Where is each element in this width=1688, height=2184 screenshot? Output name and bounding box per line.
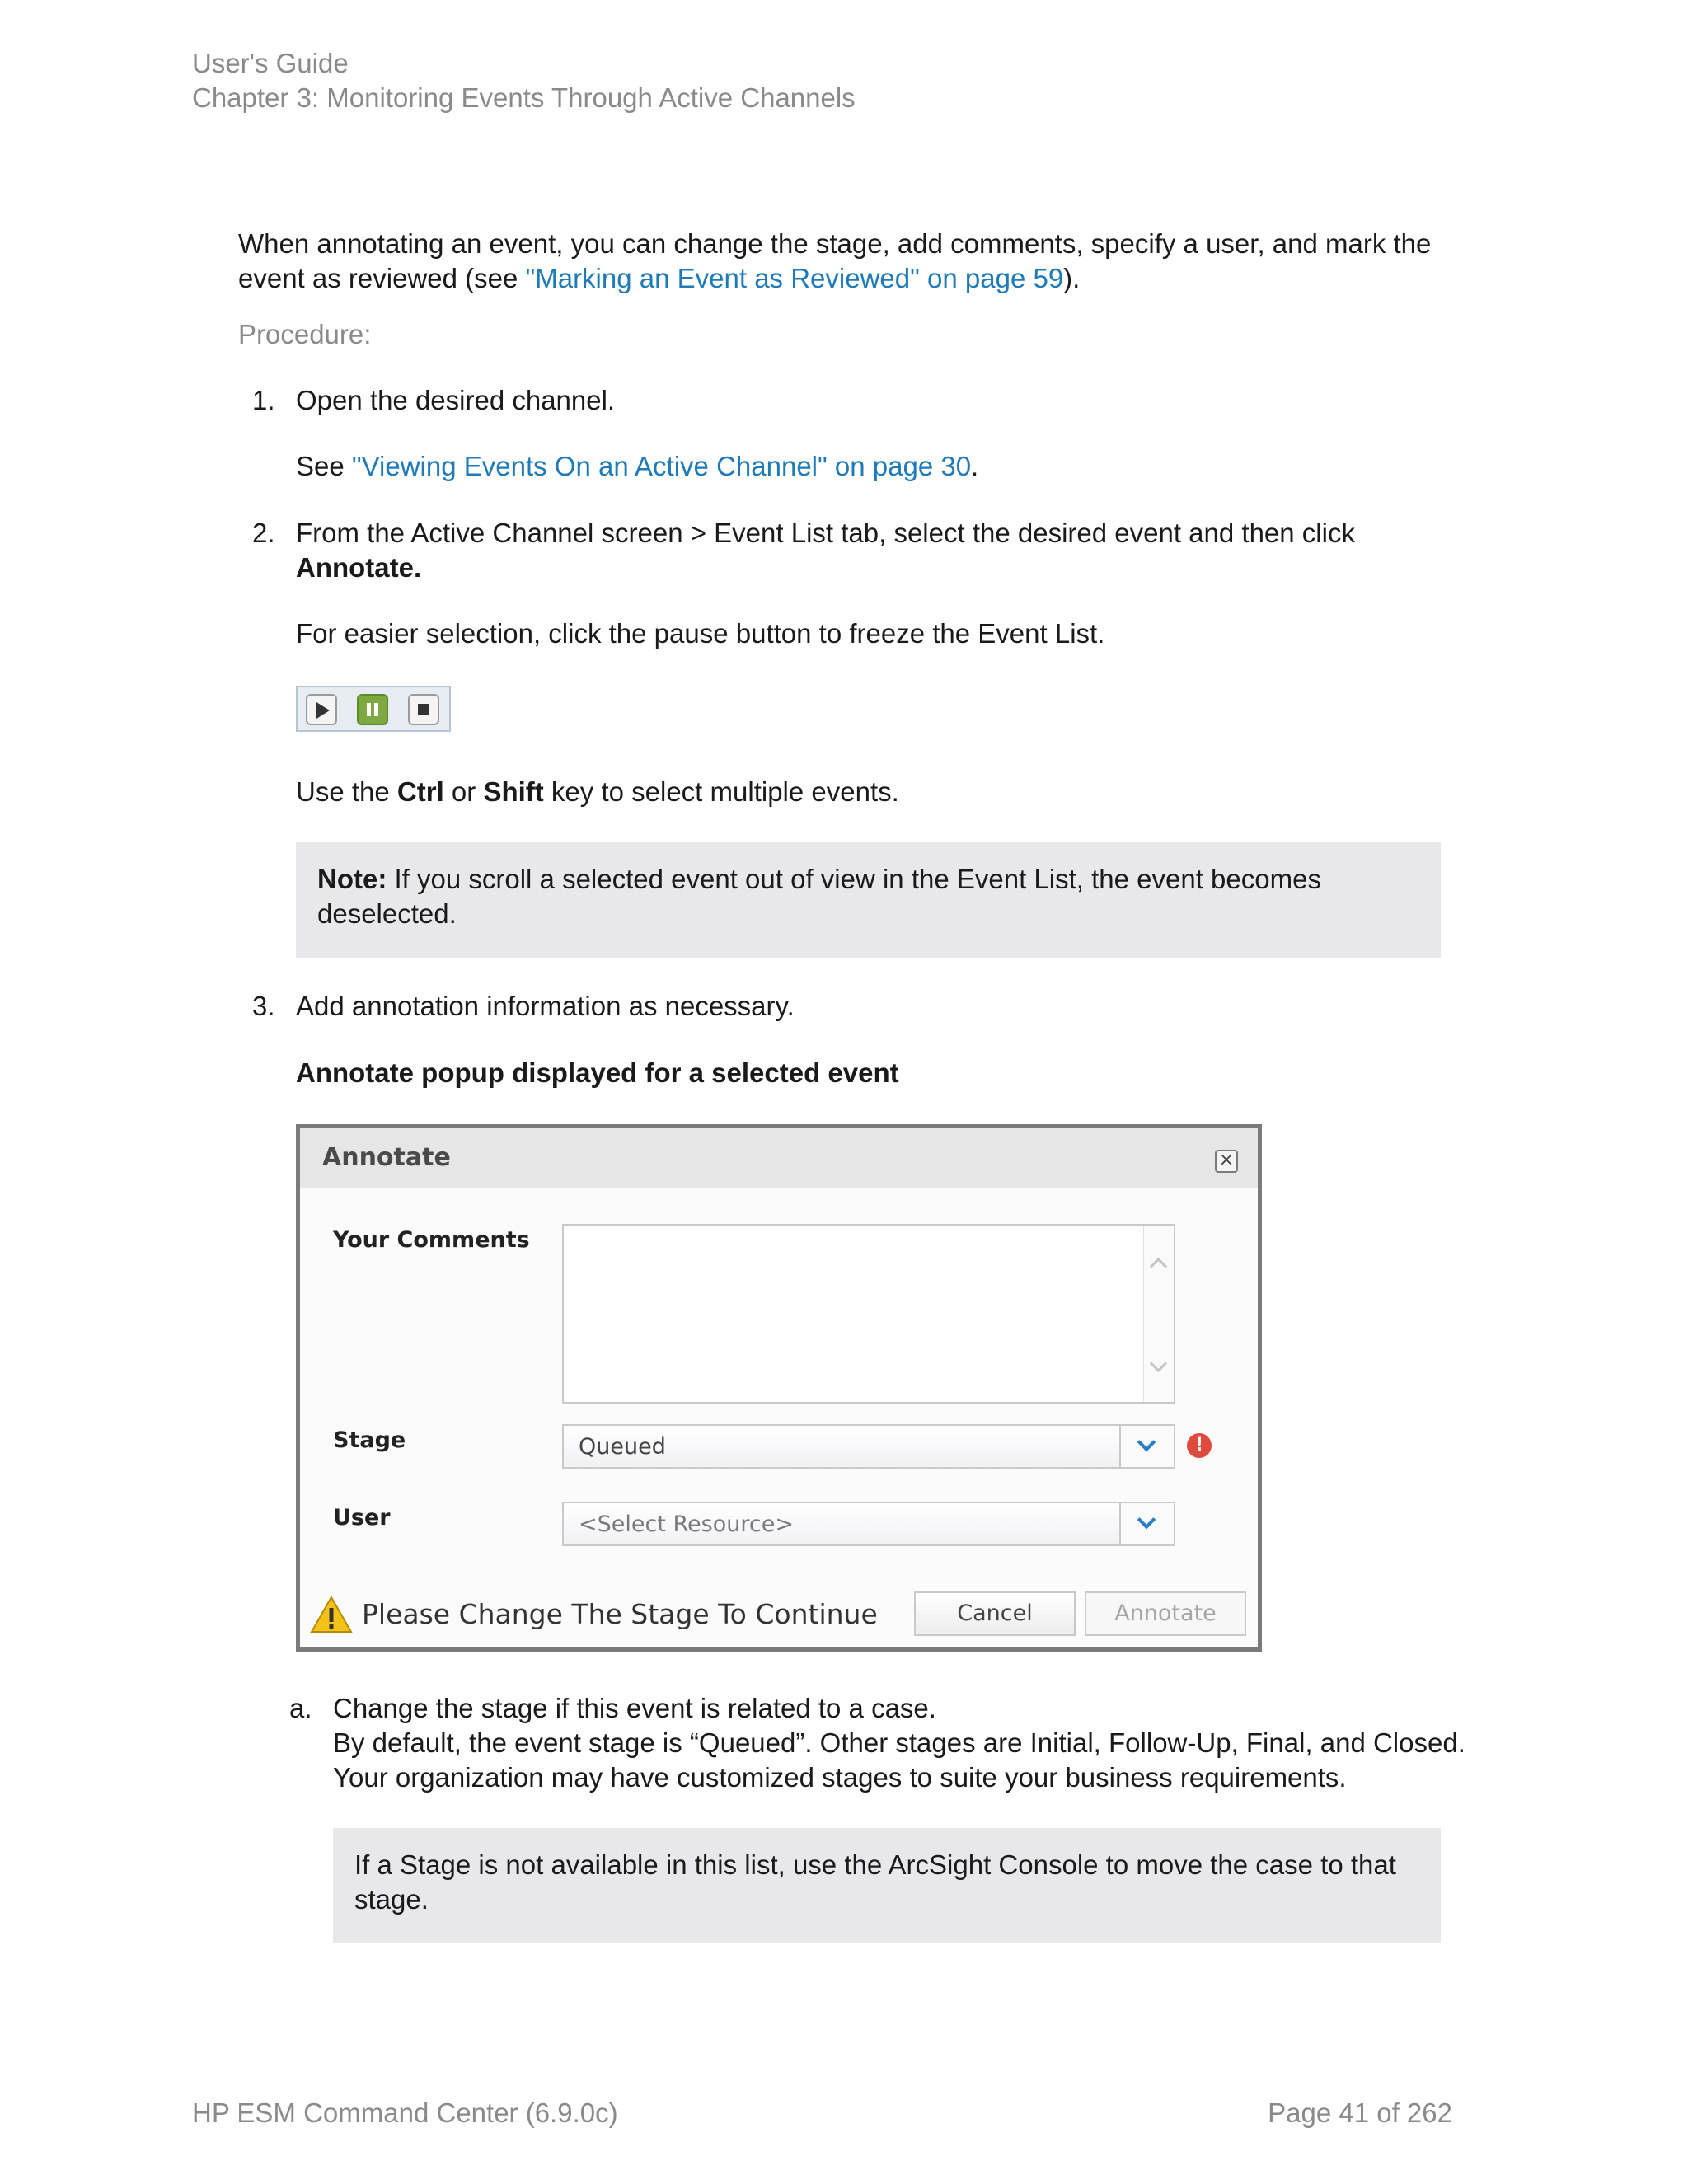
step-1-text: Open the desired channel. [296, 385, 616, 415]
user-label: User [333, 1505, 391, 1530]
close-icon[interactable]: × [1215, 1150, 1238, 1173]
key-shift: Shift [483, 776, 544, 807]
stage-note-box: If a Stage is not available in this list, use the ArcSight Console to move the case to that stage. [333, 1828, 1441, 1943]
annotate-dialog [296, 1124, 1262, 1652]
see-suffix: . [971, 451, 979, 481]
cancel-button[interactable]: Cancel [914, 1591, 1076, 1636]
note-box: Note: If you scroll a selected event out of view in the Event List, the event becomes deselected. [296, 842, 1441, 958]
step-2-number: 2. [252, 518, 275, 548]
step-2-line-1: From the Active Channel screen > Event List tab, select the desired event and then click [296, 518, 1355, 548]
running-header-guide: User's Guide [192, 48, 349, 78]
intro-prefix: event as reviewed (see [238, 263, 526, 293]
see-prefix: See [296, 451, 352, 481]
chevron-down-icon [1137, 1433, 1156, 1452]
link-viewing-events[interactable]: "Viewing Events On an Active Channel" on page 30 [351, 451, 972, 481]
link-marking-event-reviewed[interactable]: "Marking an Event as Reviewed" on page 59 [525, 263, 1064, 293]
stage-label: Stage [333, 1427, 406, 1453]
play-button[interactable] [306, 694, 337, 725]
user-dropdown-button[interactable] [1119, 1503, 1174, 1544]
stage-dropdown-button[interactable] [1119, 1426, 1174, 1467]
running-header-chapter: Chapter 3: Monitoring Events Through Active Channels [192, 82, 856, 113]
stage-select[interactable] [562, 1424, 1175, 1469]
warning-icon [310, 1595, 353, 1634]
stop-icon [418, 704, 429, 715]
intro-line-2 [238, 261, 1080, 296]
dialog-title: Annotate [322, 1143, 451, 1172]
scroll-up-icon[interactable] [1150, 1258, 1167, 1275]
play-icon [316, 702, 330, 719]
scroll-down-icon[interactable] [1150, 1355, 1167, 1372]
step-1-number: 1. [252, 385, 275, 415]
substep-line-1: Change the stage if this event is related to a case. [333, 1693, 936, 1723]
figure-caption: Annotate popup displayed for a selected event [296, 1057, 899, 1088]
step-3-number: 3. [252, 991, 275, 1021]
footer-page-number: Page 41 of 262 [1268, 2097, 1452, 2128]
step-1-see [296, 449, 978, 484]
pause-button[interactable] [357, 694, 388, 725]
step-2-hint: For easier selection, click the pause button to freeze the Event List. [296, 618, 1105, 649]
dialog-titlebar [300, 1128, 1258, 1188]
annotate-bold: Annotate. [296, 552, 422, 583]
comments-scrollbar[interactable] [1143, 1226, 1174, 1402]
substep-line-3: Your organization may have customized stages to suite your business requirements. [333, 1762, 1347, 1793]
key-ctrl: Ctrl [396, 776, 444, 807]
step-2-line-2 [296, 551, 421, 585]
note-label: Note: [317, 864, 387, 894]
stop-button[interactable] [408, 694, 439, 725]
intro-line-1: When annotating an event, you can change the stage, add comments, specify a user, and mark the [238, 228, 1432, 259]
error-icon: ! [1187, 1433, 1212, 1458]
step-2-keys: Use the Ctrl or Shift key to select multiple events. [296, 776, 899, 807]
chevron-down-icon [1137, 1511, 1156, 1530]
substep-line-2: By default, the event stage is “Queued”. Other stages are Initial, Follow-Up, Final, and Closed. [333, 1727, 1465, 1758]
comments-label: Your Comments [333, 1227, 530, 1253]
user-select[interactable] [562, 1502, 1175, 1546]
footer-product: HP ESM Command Center (6.9.0c) [192, 2097, 618, 2128]
playback-controls [296, 686, 451, 732]
warning-message: Please Change The Stage To Continue [362, 1598, 878, 1630]
substep-letter: a. [289, 1693, 312, 1723]
user-placeholder: <Select Resource> [579, 1511, 794, 1537]
stage-value: Queued [579, 1434, 666, 1460]
annotate-button[interactable]: Annotate [1085, 1591, 1246, 1636]
intro-suffix: ). [1063, 263, 1081, 293]
procedure-label: Procedure: [238, 319, 372, 349]
pause-icon [367, 703, 371, 716]
step-3-text: Add annotation information as necessary. [296, 991, 795, 1021]
comments-textarea[interactable] [562, 1224, 1175, 1404]
